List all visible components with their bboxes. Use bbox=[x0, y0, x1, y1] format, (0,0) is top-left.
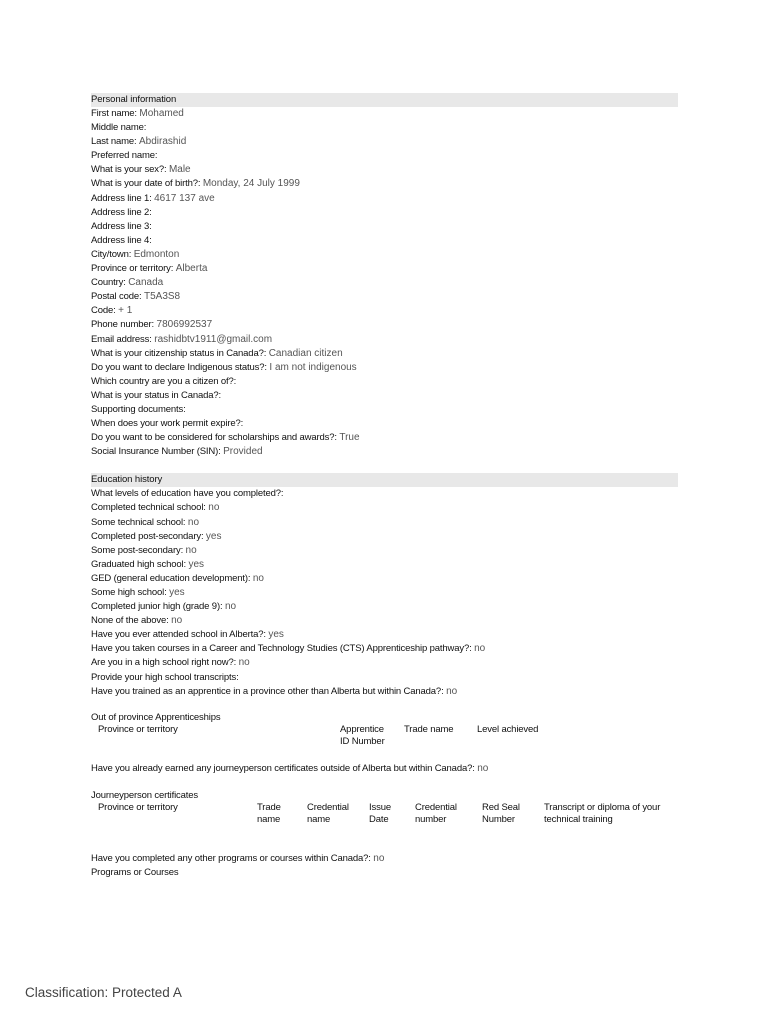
field-row: Address line 4: bbox=[91, 234, 152, 246]
field-row: Social Insurance Number (SIN): Provided bbox=[91, 446, 263, 458]
section-header-personal: Personal information bbox=[91, 93, 678, 107]
field-value: True bbox=[339, 432, 360, 444]
field-value: Monday, 24 July 1999 bbox=[202, 178, 300, 190]
field-row: Phone number: 7806992537 bbox=[91, 319, 213, 331]
apprenticeships-title: Out of province Apprenticeships bbox=[91, 711, 221, 723]
application-document bbox=[91, 93, 678, 880]
field-row: Postal code: T5A3S8 bbox=[91, 291, 181, 303]
field-row: Supporting documents: bbox=[91, 403, 186, 415]
field-value: no bbox=[252, 572, 264, 584]
column-header: Issue Date bbox=[369, 801, 391, 825]
field-label: What is your status in Canada? bbox=[91, 389, 219, 401]
field-value: no bbox=[238, 657, 250, 669]
field-row: Are you in a high school right now?: no bbox=[91, 657, 250, 669]
field-label: Code bbox=[91, 305, 114, 317]
field-row: Address line 2: bbox=[91, 206, 152, 218]
column-header: Level achieved bbox=[477, 723, 539, 735]
field-label: Completed post-secondary bbox=[91, 530, 201, 542]
field-value: I am not indigenous bbox=[269, 361, 357, 373]
journeyperson-title: Journeyperson certificates bbox=[91, 789, 198, 801]
field-label: Country bbox=[91, 277, 124, 289]
field-value: yes bbox=[205, 530, 222, 542]
column-header: Credential number bbox=[415, 801, 457, 825]
field-row: What is your citizenship status in Canada?: Canadian citizen bbox=[91, 347, 343, 359]
field-label: What is your sex? bbox=[91, 164, 164, 176]
field-row: Address line 1: 4617 137 ave bbox=[91, 192, 215, 204]
education-fields bbox=[91, 487, 678, 698]
field-row: Completed junior high (grade 9): no bbox=[91, 601, 237, 613]
field-value: Canada bbox=[128, 277, 164, 289]
field-value: Abdirashid bbox=[139, 136, 187, 148]
field-label: Do you want to be considered for scholarships and awards? bbox=[91, 432, 335, 444]
field-row: GED (general education development): no bbox=[91, 572, 264, 584]
field-row: Have you trained as an apprentice in a province other than Alberta but within Canada?: no bbox=[91, 685, 458, 697]
field-label: Some post-secondary bbox=[91, 544, 181, 556]
field-value: no bbox=[187, 516, 200, 528]
field-row: Provide your high school transcripts: bbox=[91, 671, 239, 683]
field-label: GED (general education development) bbox=[91, 572, 248, 584]
field-row: Do you want to be considered for scholarships and awards?: True bbox=[91, 432, 360, 444]
field-row: Address line 3: bbox=[91, 220, 152, 232]
field-row: Graduated high school: yes bbox=[91, 558, 204, 570]
field-label: Province or territory bbox=[91, 263, 171, 275]
spacer bbox=[91, 750, 678, 762]
field-label: What levels of education have you completed? bbox=[91, 488, 281, 500]
field-label: Address line 2 bbox=[91, 206, 150, 218]
field-row: Preferred name: bbox=[91, 150, 158, 162]
column-header: Red Seal Number bbox=[482, 801, 520, 825]
field-row: Email address: rashidbtv1911@gmail.com bbox=[91, 333, 273, 345]
field-label: Which country are you a citizen of? bbox=[91, 375, 234, 387]
field-row: Last name: Abdirashid bbox=[91, 136, 187, 148]
field-label: City/town bbox=[91, 248, 129, 260]
field-row: Middle name: bbox=[91, 122, 147, 134]
field-label: Last name bbox=[91, 136, 135, 148]
field-value: Mohamed bbox=[139, 108, 184, 119]
spacer bbox=[91, 776, 678, 789]
field-value: no bbox=[208, 502, 220, 514]
field-label: Email address bbox=[91, 333, 150, 345]
field-value: yes bbox=[188, 558, 204, 570]
field-row: City/town: Edmonton bbox=[91, 248, 180, 260]
field-row: What is your date of birth?: Monday, 24 July 1999 bbox=[91, 178, 300, 190]
field-label: Some high school bbox=[91, 587, 165, 598]
field-row: Have you taken courses in a Career and Technology Studies (CTS) Apprenticeship pathway?: no bbox=[91, 643, 486, 655]
journeyperson-question-row: Have you already earned any journeyperson certificates outside of Alberta but within Canada?: no bbox=[91, 762, 489, 774]
field-label: Have you already earned any journeyperson certificates outside of Alberta but within Canada? bbox=[91, 762, 473, 774]
field-value: 4617 137 ave bbox=[154, 192, 215, 204]
field-value: no bbox=[477, 762, 489, 774]
field-label: Are you in a high school right now? bbox=[91, 657, 234, 669]
field-label: Supporting documents bbox=[91, 403, 184, 415]
field-row: What levels of education have you completed?: bbox=[91, 488, 284, 500]
field-row: Some high school: yes bbox=[91, 587, 185, 598]
field-row: Province or territory: Alberta bbox=[91, 263, 208, 275]
column-header: Trade name bbox=[404, 723, 454, 735]
field-label: What is your citizenship status in Canada? bbox=[91, 347, 264, 359]
field-value: yes bbox=[169, 587, 185, 598]
classification-label: Classification: Protected A bbox=[25, 985, 182, 1000]
field-row: Code: + 1 bbox=[91, 305, 133, 317]
column-header: Credential name bbox=[307, 801, 349, 825]
field-value: no bbox=[185, 544, 197, 556]
field-row: Some post-secondary: no bbox=[91, 544, 197, 556]
field-value: rashidbtv1911@gmail.com bbox=[154, 333, 273, 345]
field-label: Preferred name bbox=[91, 150, 155, 162]
spacer bbox=[91, 459, 678, 473]
field-value: Edmonton bbox=[133, 248, 180, 260]
field-row: First name: Mohamed bbox=[91, 108, 184, 119]
field-row: Some technical school: no bbox=[91, 516, 200, 528]
field-label: Address line 4 bbox=[91, 234, 150, 246]
column-header: Trade name bbox=[257, 801, 281, 825]
field-label: Address line 1 bbox=[91, 192, 150, 204]
field-label: First name bbox=[91, 108, 135, 119]
column-header: Province or territory bbox=[98, 723, 178, 735]
field-label: Have you ever attended school in Alberta? bbox=[91, 629, 264, 641]
field-label: Completed technical school bbox=[91, 502, 204, 514]
field-label: Postal code bbox=[91, 291, 139, 303]
field-row: Completed technical school: no bbox=[91, 502, 220, 514]
field-label: Graduated high school bbox=[91, 558, 184, 570]
field-row: Have you ever attended school in Alberta?: yes bbox=[91, 629, 284, 641]
spacer bbox=[91, 699, 678, 711]
column-header: Apprentice ID Number bbox=[340, 723, 385, 747]
field-label: Address line 3 bbox=[91, 220, 150, 232]
field-value: Male bbox=[168, 164, 191, 176]
spacer bbox=[91, 828, 678, 852]
field-label: Completed junior high (grade 9) bbox=[91, 601, 220, 613]
field-row: None of the above: no bbox=[91, 615, 183, 627]
field-label: Phone number bbox=[91, 319, 152, 331]
field-label: When does your work permit expire? bbox=[91, 418, 241, 430]
field-label: Have you taken courses in a Career and Technology Studies (CTS) Apprenticeship pathway? bbox=[91, 643, 470, 655]
field-label: Middle name bbox=[91, 122, 144, 134]
field-row: What is your status in Canada?: bbox=[91, 389, 222, 401]
field-value: no bbox=[474, 643, 486, 655]
field-value: Provided bbox=[223, 446, 263, 458]
field-label: Social Insurance Number (SIN) bbox=[91, 446, 219, 458]
field-value: + 1 bbox=[118, 305, 133, 317]
programs-title: Programs or Courses bbox=[91, 866, 179, 878]
field-label: Do you want to declare Indigenous status? bbox=[91, 361, 265, 373]
personal-fields bbox=[91, 107, 678, 459]
field-value: 7806992537 bbox=[156, 319, 213, 331]
apprenticeships-table-header bbox=[91, 724, 678, 750]
field-row: Country: Canada bbox=[91, 277, 164, 289]
field-label: Have you completed any other programs or courses within Canada? bbox=[91, 852, 369, 864]
field-value: Alberta bbox=[175, 263, 208, 275]
column-header: Transcript or diploma of your technical training bbox=[544, 801, 661, 825]
field-label: None of the above bbox=[91, 615, 167, 627]
column-header: Province or territory bbox=[98, 801, 178, 813]
field-row: Completed post-secondary: yes bbox=[91, 530, 222, 542]
section-header-education: Education history bbox=[91, 473, 678, 487]
field-value: T5A3S8 bbox=[143, 291, 181, 303]
field-row: Do you want to declare Indigenous status?: I am not indigenous bbox=[91, 361, 357, 373]
field-value: no bbox=[373, 852, 385, 864]
field-label: Some technical school bbox=[91, 516, 183, 528]
field-row: Which country are you a citizen of?: bbox=[91, 375, 237, 387]
field-value: no bbox=[446, 685, 458, 697]
programs-question-row: Have you completed any other programs or courses within Canada?: no bbox=[91, 852, 385, 864]
field-row: What is your sex?: Male bbox=[91, 164, 191, 176]
field-label: Have you trained as an apprentice in a province other than Alberta but within Canada? bbox=[91, 685, 442, 697]
field-value: yes bbox=[268, 629, 284, 641]
field-row: When does your work permit expire?: bbox=[91, 418, 244, 430]
field-label: What is your date of birth? bbox=[91, 178, 198, 190]
field-label: Provide your high school transcripts bbox=[91, 671, 237, 683]
field-value: Canadian citizen bbox=[268, 347, 343, 359]
journeyperson-table-header bbox=[91, 802, 678, 828]
field-value: no bbox=[171, 615, 183, 627]
field-value: no bbox=[224, 601, 237, 613]
